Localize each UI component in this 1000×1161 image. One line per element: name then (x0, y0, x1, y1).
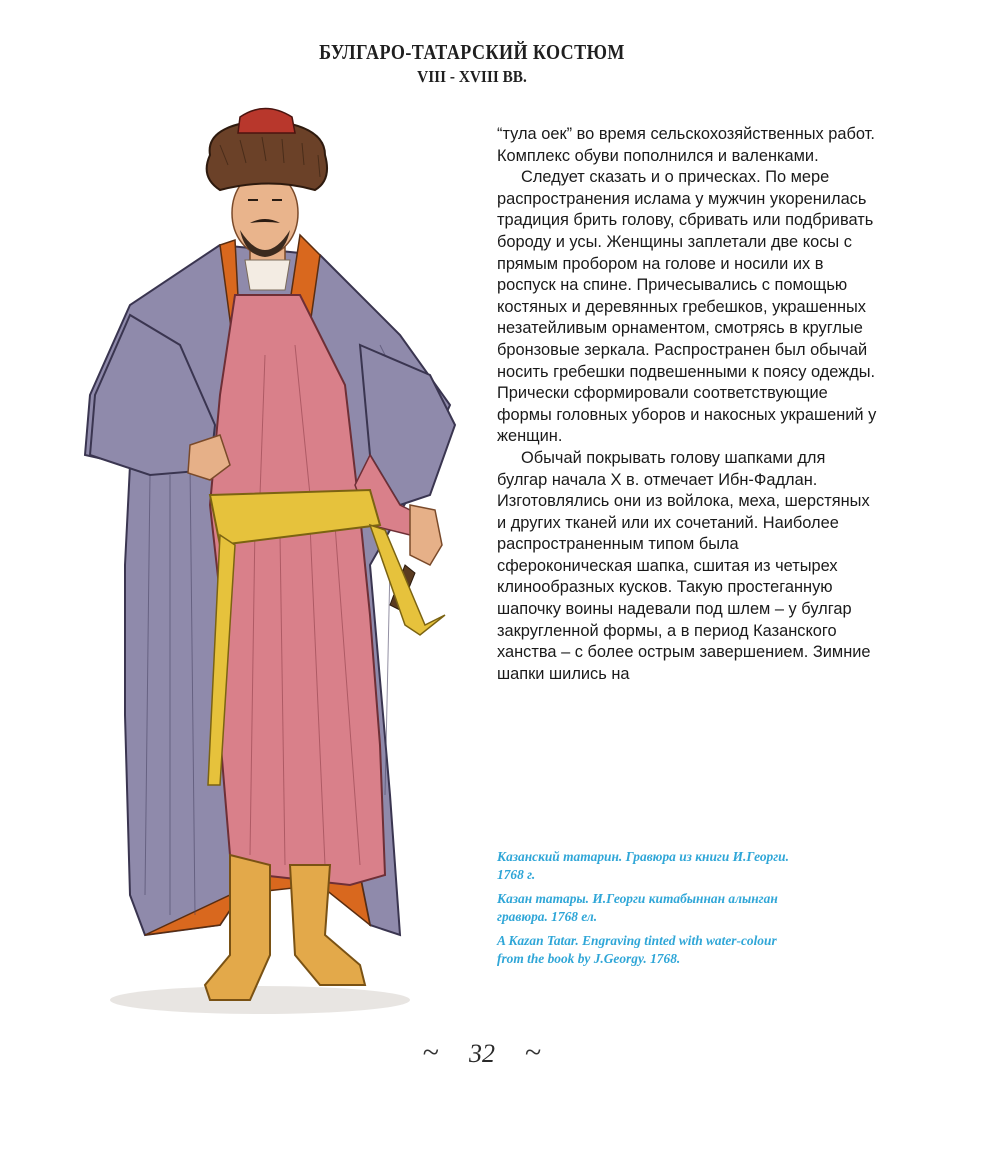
right-hand (410, 505, 442, 565)
ground-shadow (110, 986, 410, 1014)
page-title: БУЛГАРО-ТАТАРСКИЙ КОСТЮМ (319, 40, 625, 64)
hat-crown (238, 109, 295, 134)
page-period: VIII - XVIII ВВ. (417, 67, 527, 86)
ornament-right: ~ (525, 1036, 542, 1069)
illustration-captions (497, 848, 797, 974)
caption-russian: Казанский татарин. Гравюра из книги И.Георги. 1768 г. (497, 849, 789, 882)
kazan-tatar-illustration (70, 95, 490, 1035)
paragraph-2: Следует сказать и о прическах. По мере распространения ислама у мужчин укоренилась традиция брить голову, сбривать или подбривать бороду и усы. Женщины заплетали две косы с прямым пробором на голове и носили их в роспуск на спине. Причесывались с помощью костяных и деревянных гребешков, украшенных незатейливым орнаментом, смотрясь в круглые бронзовые зеркала. Распространен был обычай носить гребешки подвешенными к поясу одежды. Прически сформировали соответствующие формы головных уборов и накосных украшений у женщин. (497, 168, 877, 446)
ornament-left: ~ (422, 1036, 439, 1069)
main-text (497, 124, 877, 685)
shirt-collar (245, 260, 290, 290)
paragraph-1: “тула оек” во время сельскохозяйственных работ. Комплекс обуви пополнился и валенками. (497, 125, 875, 165)
caption-english: A Kazan Tatar. Engraving tinted with water-colour from the book by J.Georgy. 1768. (497, 933, 777, 966)
paragraph-3: Обычай покрывать голову шапками для булгар начала X в. отмечает Ибн-Фадлан. Изготовлялись они из войлока, меха, шерстяных и других тканей или их сочетаний. Наиболее распространенным типом была сфероконическая шапка, сшитая из четырех клинообразных кусков. Такую простеганную шапочку воины надевали под шлем – у булгар закругленной формы, а в период Казанского ханства – с более острым завершением. Зимние шапки шились на (497, 448, 871, 683)
page-footer (0, 1036, 964, 1070)
page-header (0, 40, 944, 87)
page-number: 32 (469, 1039, 495, 1068)
caption-tatar: Казан татары. И.Георги китабыннан алынган гравюра. 1768 ел. (497, 891, 778, 924)
